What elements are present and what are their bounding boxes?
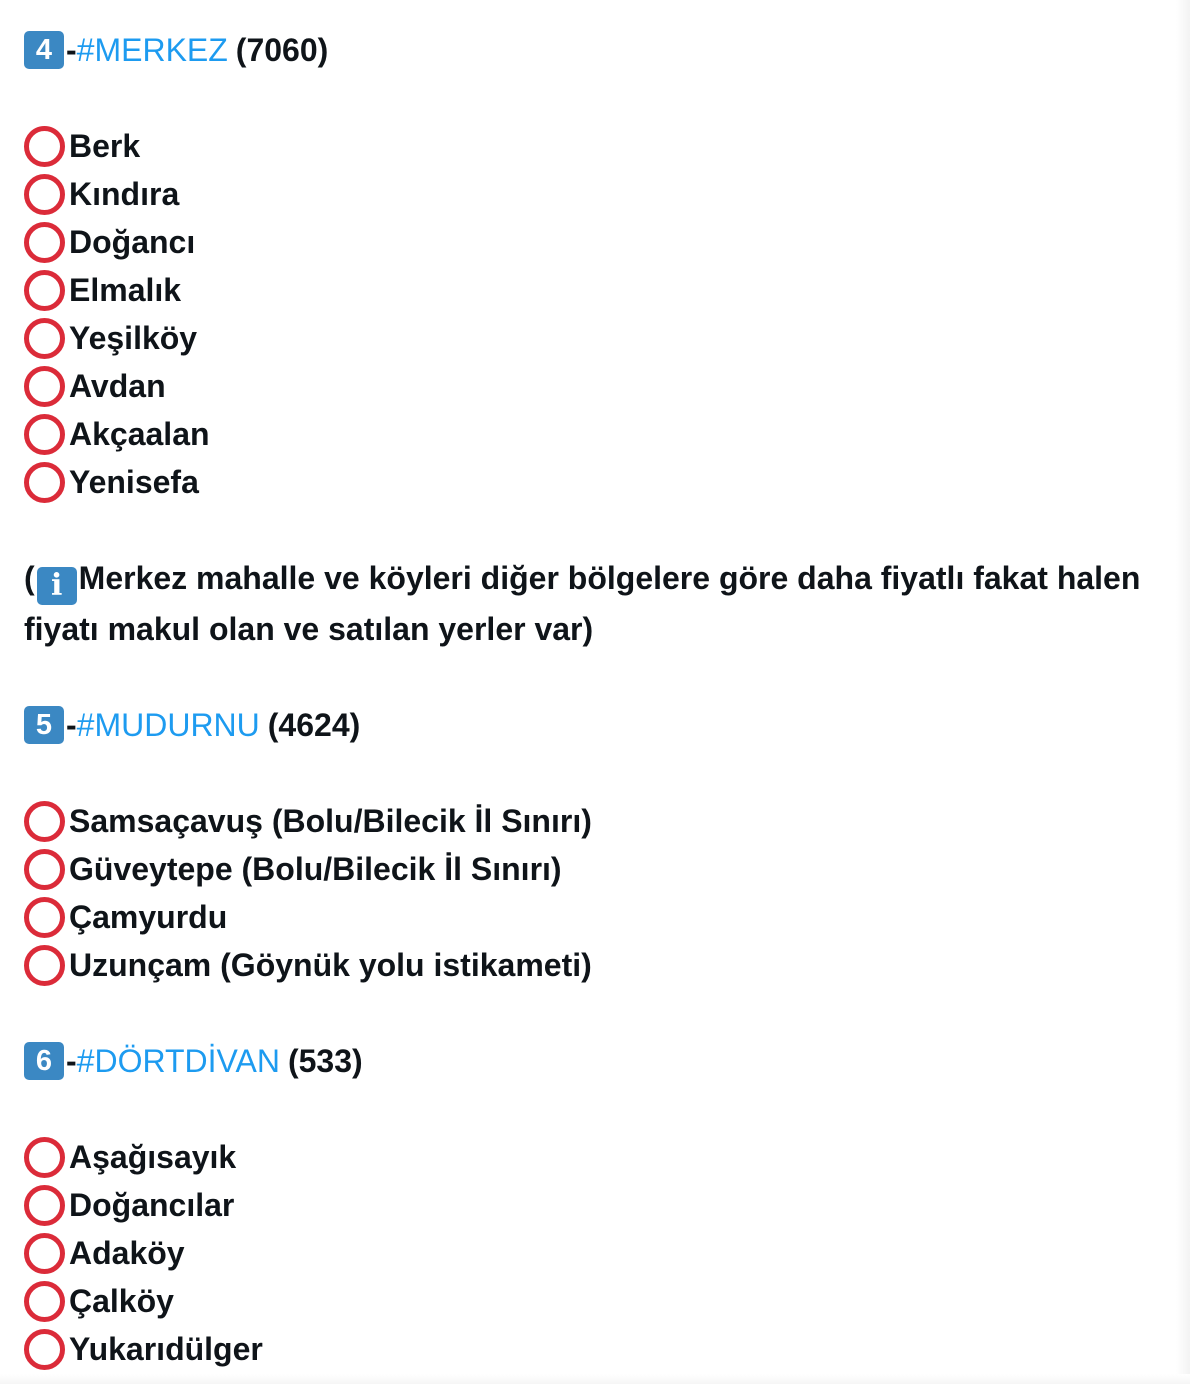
- list-item-label: Avdan: [69, 368, 166, 404]
- blank-line: [24, 74, 1164, 122]
- blank-line: [24, 1085, 1164, 1133]
- hollow-red-circle-icon: [24, 1233, 65, 1274]
- hollow-red-circle-icon: [24, 414, 65, 455]
- blank-line: [24, 749, 1164, 797]
- list-item-label: Elmalık: [69, 272, 182, 308]
- keycap-4-icon: 4: [24, 31, 64, 69]
- list-item-label: Berk: [69, 128, 141, 164]
- hollow-red-circle-icon: [24, 945, 65, 986]
- blank-line: [24, 506, 1164, 554]
- heading-dash: -: [66, 707, 77, 743]
- hashtag-merkez-link[interactable]: #MERKEZ: [76, 32, 228, 68]
- section-heading-dortdivan: [24, 1037, 1164, 1085]
- information-icon: i: [37, 567, 77, 605]
- list-item: [24, 410, 1164, 458]
- page-right-edge: [1176, 0, 1190, 1384]
- hollow-red-circle-icon: [24, 849, 65, 890]
- hollow-red-circle-icon: [24, 318, 65, 359]
- list-item-label: Aşağısayık: [69, 1139, 237, 1175]
- list-item-label: Yeşilköy: [69, 320, 198, 356]
- hollow-red-circle-icon: [24, 801, 65, 842]
- list-item: [24, 266, 1164, 314]
- heading-dash: -: [66, 32, 77, 68]
- list-item: [24, 893, 1164, 941]
- hollow-red-circle-icon: [24, 1137, 65, 1178]
- list-item: [24, 458, 1164, 506]
- heading-dash: -: [66, 1043, 77, 1079]
- merkez-village-list: [24, 122, 1164, 506]
- blank-line: [24, 653, 1164, 701]
- note-open-paren: (: [24, 560, 35, 596]
- list-item-label: Kındıra: [69, 176, 180, 212]
- section-count: (533): [287, 1043, 363, 1079]
- hollow-red-circle-icon: [24, 1329, 65, 1370]
- section-heading-mudurnu: [24, 701, 1164, 749]
- list-item-label: Doğancı: [69, 224, 196, 260]
- dortdivan-village-list: [24, 1133, 1164, 1373]
- list-item: [24, 845, 1164, 893]
- list-item-label: Akçaalan: [69, 416, 210, 452]
- section-count: (7060): [235, 32, 329, 68]
- list-item: [24, 218, 1164, 266]
- hollow-red-circle-icon: [24, 462, 65, 503]
- blank-line: [24, 989, 1164, 1037]
- list-item-label: Yukarıdülger: [69, 1331, 263, 1367]
- list-item-label: Uzunçam (Göynük yolu istikameti): [69, 947, 592, 983]
- list-item: [24, 797, 1164, 845]
- keycap-5-icon: 5: [24, 706, 64, 744]
- note-text: Merkez mahalle ve köyleri diğer bölgelere göre daha fiyatlı fakat halen fiyatı makul olan ve satılan yerler var): [24, 560, 1141, 647]
- hollow-red-circle-icon: [24, 174, 65, 215]
- hollow-red-circle-icon: [24, 270, 65, 311]
- hashtag-mudurnu-link[interactable]: #MUDURNU: [76, 707, 260, 743]
- list-item: [24, 941, 1164, 989]
- hashtag-dortdivan-link[interactable]: #DÖRTDİVAN: [76, 1043, 280, 1079]
- mudurnu-village-list: [24, 797, 1164, 989]
- list-item: [24, 1181, 1164, 1229]
- page-bottom-edge: [0, 1374, 1190, 1384]
- list-item: [24, 1229, 1164, 1277]
- hollow-red-circle-icon: [24, 126, 65, 167]
- list-item-label: Çalköy: [69, 1283, 174, 1319]
- list-item-label: Samsaçavuş (Bolu/Bilecik İl Sınırı): [69, 803, 592, 839]
- hollow-red-circle-icon: [24, 366, 65, 407]
- post-text: [24, 26, 1164, 1373]
- section-heading-merkez: [24, 26, 1164, 74]
- section-count: (4624): [267, 707, 361, 743]
- list-item-label: Doğancılar: [69, 1187, 235, 1223]
- list-item: [24, 170, 1164, 218]
- list-item-label: Çamyurdu: [69, 899, 228, 935]
- list-item-label: Yenisefa: [69, 464, 199, 500]
- list-item: [24, 362, 1164, 410]
- list-item: [24, 122, 1164, 170]
- hollow-red-circle-icon: [24, 1185, 65, 1226]
- list-item-label: Adaköy: [69, 1235, 185, 1271]
- hollow-red-circle-icon: [24, 1281, 65, 1322]
- list-item: [24, 1133, 1164, 1181]
- list-item: [24, 1277, 1164, 1325]
- merkez-note: [24, 554, 1154, 653]
- list-item-label: Güveytepe (Bolu/Bilecik İl Sınırı): [69, 851, 562, 887]
- hollow-red-circle-icon: [24, 222, 65, 263]
- keycap-6-icon: 6: [24, 1042, 64, 1080]
- hollow-red-circle-icon: [24, 897, 65, 938]
- list-item: [24, 314, 1164, 362]
- list-item: [24, 1325, 1164, 1373]
